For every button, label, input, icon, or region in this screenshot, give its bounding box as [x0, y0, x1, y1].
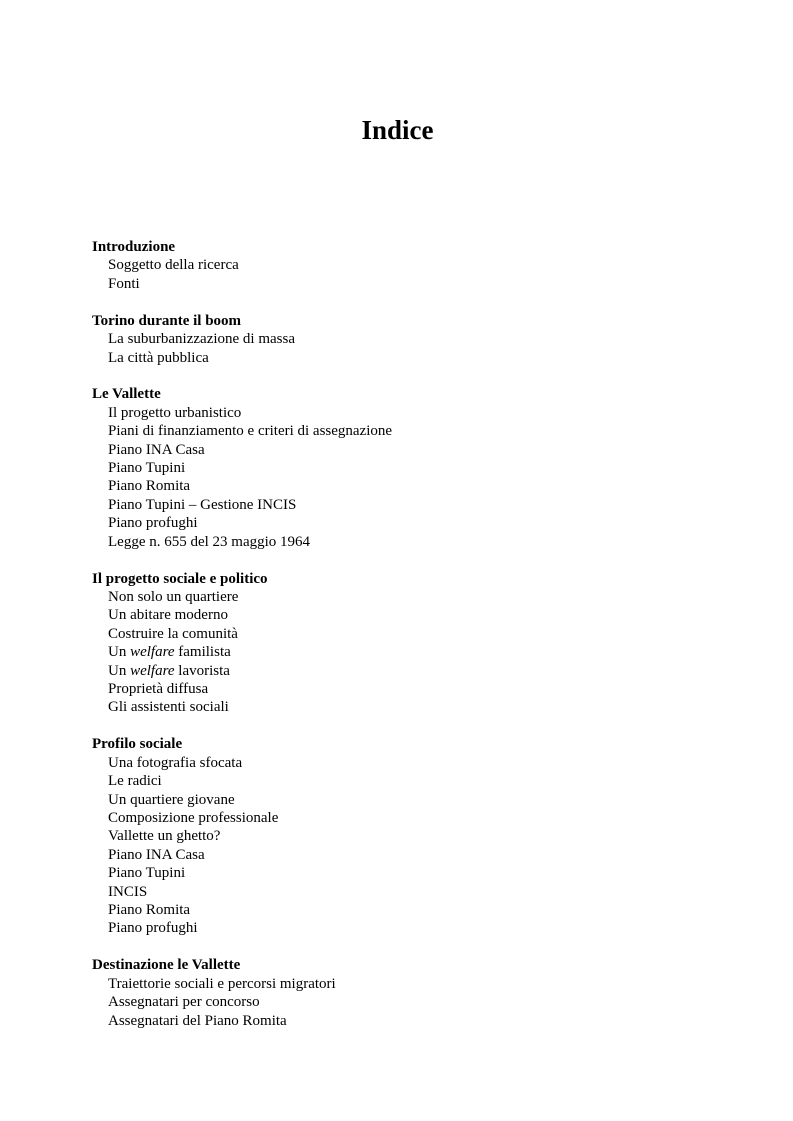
page-title: Indice — [361, 115, 434, 146]
toc-entry — [92, 1012, 712, 1030]
toc-entry — [92, 459, 712, 477]
toc-entry — [92, 422, 712, 440]
toc-entry-text: Piano INA Casa — [108, 441, 205, 458]
toc-entry-text: Legge n. 655 del 23 maggio 1964 — [108, 533, 311, 550]
toc-entry-text: Piani di finanziamento e criteri di assegnazione — [108, 423, 393, 440]
toc-entry — [92, 662, 712, 680]
toc-entry-text: Composizione professionale — [108, 809, 279, 826]
toc-entry-text: Una fotografia sfocata — [108, 754, 243, 771]
toc-entry — [92, 791, 712, 809]
toc-entry-text: Piano profughi — [108, 920, 198, 937]
toc-entry — [92, 809, 712, 827]
toc-section-title: Torino durante il boom — [92, 312, 242, 329]
toc-section-title: Le Vallette — [92, 386, 161, 403]
toc-entry — [92, 680, 712, 698]
toc-section-title: Introduzione — [92, 239, 176, 255]
toc-entry — [92, 588, 712, 606]
toc-entry-text: Fonti — [108, 275, 140, 292]
toc-entry — [92, 496, 712, 514]
toc-section — [92, 385, 712, 551]
toc-entry-text: familista — [174, 644, 231, 661]
toc-entry — [92, 901, 712, 919]
toc-entry — [92, 772, 712, 790]
toc-entry-text: Gli assistenti sociali — [108, 699, 229, 716]
toc-entry-text: Soggetto della ricerca — [108, 257, 239, 274]
toc-entry — [92, 256, 712, 274]
toc-entry — [92, 643, 712, 661]
toc-entry-text: Un quartiere giovane — [108, 791, 235, 808]
toc-entry — [92, 919, 712, 937]
toc-entry — [92, 827, 712, 845]
toc-entry-text: Piano Tupini – Gestione INCIS — [108, 496, 297, 513]
toc-entry — [92, 846, 712, 864]
toc-entry — [92, 625, 712, 643]
toc-section-title: Destinazione le Vallette — [92, 957, 241, 974]
toc-entry-text: Piano INA Casa — [108, 846, 205, 863]
toc-entry — [92, 698, 712, 716]
toc-entry — [92, 477, 712, 495]
toc-entry-text: Piano Romita — [108, 902, 191, 918]
toc-entry-text: Un — [108, 644, 131, 661]
toc-entry — [92, 514, 712, 532]
toc-entry — [92, 533, 712, 551]
toc-entry — [92, 883, 712, 901]
toc-section-title: Il progetto sociale e politico — [92, 570, 268, 587]
toc-entry — [92, 441, 712, 459]
toc-section — [92, 570, 712, 717]
toc-entry — [92, 275, 712, 293]
toc-entry — [92, 864, 712, 882]
toc-section-title: Profilo sociale — [92, 736, 183, 753]
toc-section — [92, 238, 712, 293]
toc-entry — [92, 349, 712, 367]
toc-entry-text: Un — [108, 662, 131, 679]
toc-entry-italic-text: welfare — [130, 644, 175, 661]
toc-entry-text: Assegnatari per concorso — [108, 994, 260, 1011]
toc-entry — [92, 606, 712, 624]
toc-entry-text: La suburbanizzazione di massa — [108, 331, 296, 348]
toc-entry-text: Non solo un quartiere — [108, 589, 239, 605]
toc-entry-text: INCIS — [108, 883, 148, 900]
toc-entry-text: lavorista — [174, 662, 230, 679]
toc-section — [92, 956, 712, 1030]
toc-section — [92, 312, 712, 367]
toc-entry — [92, 754, 712, 772]
toc-entry-text: Piano profughi — [108, 515, 198, 532]
table-of-contents — [92, 238, 712, 1048]
toc-entry-text: Costruire la comunità — [108, 625, 238, 642]
toc-entry-text: Traiettorie sociali e percorsi migratori — [108, 975, 336, 992]
toc-entry — [92, 993, 712, 1011]
toc-entry-text: La città pubblica — [108, 349, 209, 366]
toc-section — [92, 735, 712, 937]
toc-entry-text: Proprietà diffusa — [108, 681, 209, 698]
toc-entry-text: Piano Tupini — [108, 865, 186, 882]
toc-entry-text: Piano Tupini — [108, 460, 186, 477]
toc-entry — [92, 330, 712, 348]
toc-entry-text: Piano Romita — [108, 478, 191, 495]
toc-entry — [92, 404, 712, 422]
toc-entry-italic-text: welfare — [130, 662, 175, 679]
toc-entry-text: Un abitare moderno — [108, 607, 228, 624]
toc-entry-text: Assegnatari del Piano Romita — [108, 1012, 287, 1029]
toc-entry-text: Il progetto urbanistico — [108, 404, 242, 421]
toc-entry — [92, 975, 712, 993]
toc-entry-text: Le radici — [108, 773, 162, 790]
toc-entry-text: Vallette un ghetto? — [108, 828, 221, 845]
